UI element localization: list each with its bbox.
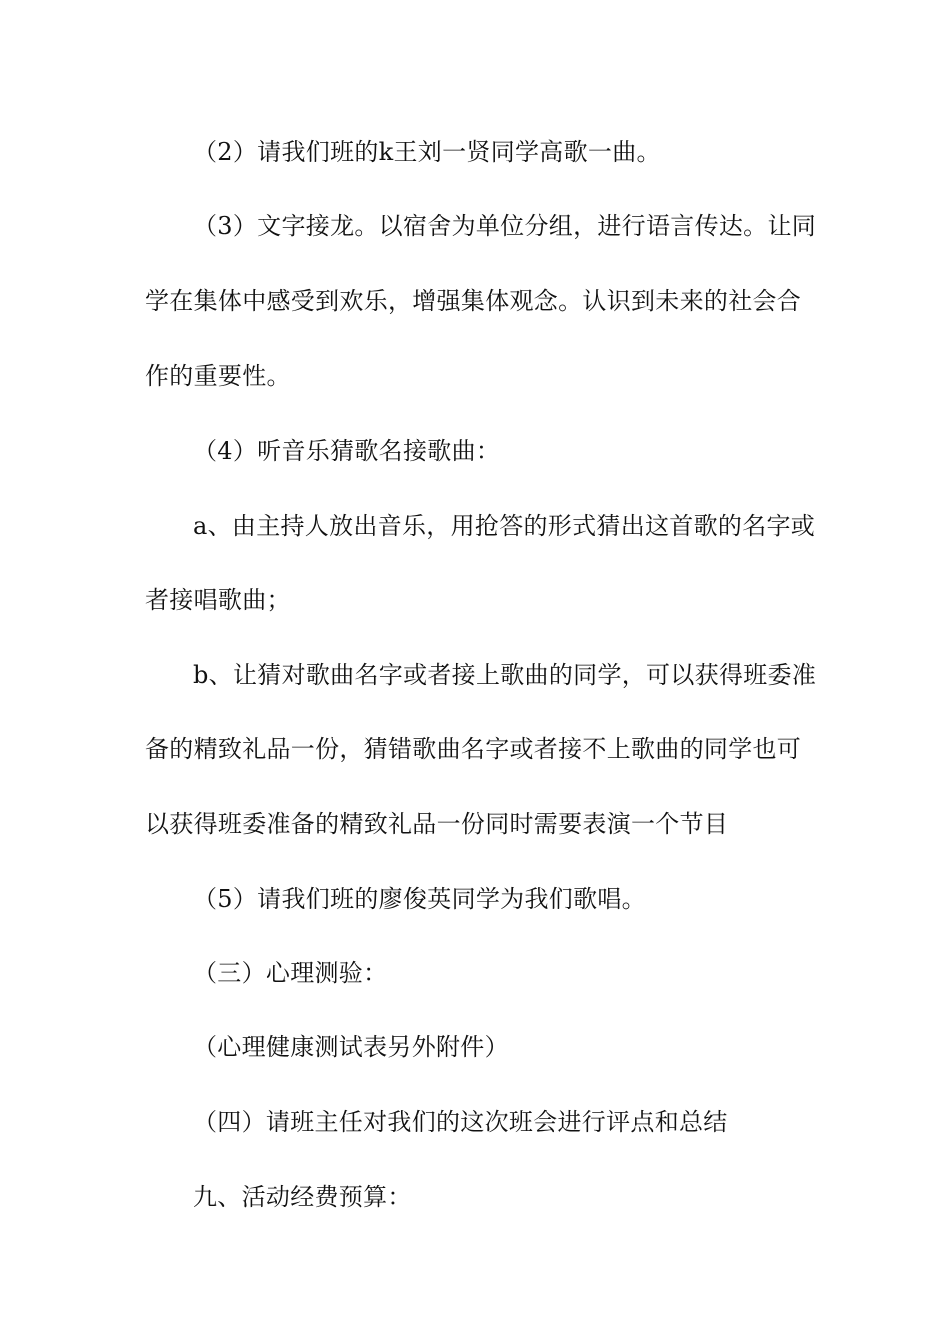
paragraph-line: （四）请班主任对我们的这次班会进行评点和总结	[193, 1108, 728, 1136]
paragraph-line: 学在集体中感受到欢乐，增强集体观念。认识到未来的社会合	[145, 287, 802, 315]
paragraph-line: （5）请我们班的廖俊英同学为我们歌唱。	[193, 885, 646, 913]
paragraph-line: 备的精致礼品一份，猜错歌曲名字或者接不上歌曲的同学也可	[145, 735, 802, 763]
paragraph-line: （三）心理测验：	[193, 959, 388, 987]
paragraph-line: （心理健康测试表另外附件）	[193, 1033, 509, 1061]
paragraph-line: b、让猜对歌曲名字或者接上歌曲的同学，可以获得班委准	[193, 661, 817, 689]
paragraph-line: （3）文字接龙。以宿舍为单位分组，进行语言传达。让同	[193, 212, 817, 240]
paragraph-line: 九、活动经费预算：	[193, 1183, 412, 1211]
paragraph-line: a、由主持人放出音乐，用抢答的形式猜出这首歌的名字或	[193, 512, 816, 540]
paragraph-line: 者接唱歌曲；	[145, 586, 291, 614]
paragraph-line: （4）听音乐猜歌名接歌曲：	[193, 437, 501, 465]
paragraph-line: （2）请我们班的k王刘一贤同学高歌一曲。	[193, 138, 661, 166]
paragraph-line: 作的重要性。	[145, 362, 291, 390]
paragraph-line: 以获得班委准备的精致礼品一份同时需要表演一个节目	[145, 810, 729, 838]
